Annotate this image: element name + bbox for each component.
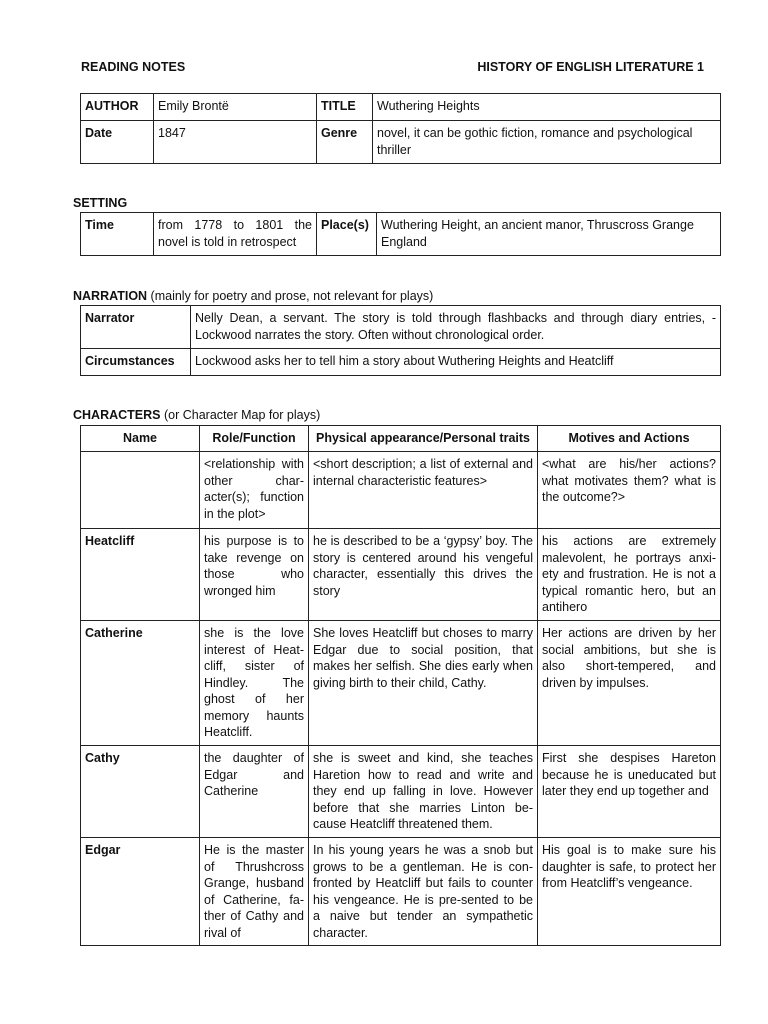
date-label: Date <box>81 121 154 164</box>
genre-label: Genre <box>317 121 373 164</box>
table-row <box>81 838 721 946</box>
character-role: the daughter of Edgar and Catherine <box>200 746 309 838</box>
place-label: Place(s) <box>317 213 377 256</box>
title-label: TITLE <box>317 94 373 121</box>
character-role: she is the love interest of Heat-cliff, sister of Hindley. The ghost of her memory haunts Heatcliff. <box>200 621 309 746</box>
narration-table <box>80 305 721 376</box>
col-header-role: Role/Function <box>200 426 309 452</box>
col-header-name: Name <box>81 426 200 452</box>
character-motives: his actions are extremely malevolent, he portrays anxi-ety and frustration. He is not a typical romantic hero, but an antihero <box>538 529 721 621</box>
character-traits: she is sweet and kind, she teaches Haretion how to read and write and they end up falling in love. However before that she marries Linton be-cause Heatcliff threatened them. <box>309 746 538 838</box>
character-role: <relationship with other char-acter(s); function in the plot> <box>200 452 309 529</box>
character-motives: His goal is to make sure his daughter is safe, to protect her from Heatcliff’s vengeance. <box>538 838 721 946</box>
character-name <box>81 452 200 529</box>
time-label: Time <box>81 213 154 256</box>
character-name: Edgar <box>81 838 200 946</box>
setting-table <box>80 212 721 256</box>
character-motives: First she despises Hareton because he is uneducated but later they end up together and <box>538 746 721 838</box>
col-header-traits: Physical appearance/Personal traits <box>309 426 538 452</box>
character-motives: Her actions are driven by her social ambitions, but she is also short-tempered, and driven by impulses. <box>538 621 721 746</box>
narrator-label: Narrator <box>81 306 191 349</box>
col-header-motives: Motives and Actions <box>538 426 721 452</box>
place-value: Wuthering Height, an ancient manor, Thruscross Grange England <box>377 213 721 256</box>
table-row <box>81 452 721 529</box>
time-value: from 1778 to 1801 the novel is told in retrospect <box>154 213 317 256</box>
author-label: AUTHOR <box>81 94 154 121</box>
circumstances-value: Lockwood asks her to tell him a story about Wuthering Heights and Heatcliff <box>191 349 721 376</box>
table-row <box>81 621 721 746</box>
narration-heading-line <box>73 289 433 303</box>
characters-heading-line <box>73 408 320 422</box>
narration-note: (mainly for poetry and prose, not relevant for plays) <box>147 289 434 303</box>
character-traits: She loves Heatcliff but choses to marry Edgar due to social position, that makes her selfish. She dies early when giving birth to their child, Cathy. <box>309 621 538 746</box>
character-motives: <what are his/her actions? what motivates them? what is the outcome?> <box>538 452 721 529</box>
header-left: READING NOTES <box>81 60 186 74</box>
character-name: Catherine <box>81 621 200 746</box>
narrator-value: Nelly Dean, a servant. The story is told through flashbacks and through diary entries, - Lockwood narrates the story. Often without chronological order. <box>191 306 721 349</box>
character-name: Cathy <box>81 746 200 838</box>
table-row <box>81 529 721 621</box>
character-role: his purpose is to take revenge on those who wronged him <box>200 529 309 621</box>
characters-heading: CHARACTERS <box>73 408 161 422</box>
character-traits: In his young years he was a snob but grows to be a gentleman. He is con-fronted by Heatcliff but fails to counter his vengeance. He is pre-sented to be a naive but tender an sympathetic character. <box>309 838 538 946</box>
characters-note: (or Character Map for plays) <box>160 408 321 422</box>
header-right: HISTORY OF ENGLISH LITERATURE 1 <box>477 60 704 74</box>
characters-table <box>80 425 721 946</box>
author-value: Emily Brontë <box>154 94 317 121</box>
character-role: He is the master of Thrushcross Grange, husband of Catherine, fa-ther of Cathy and rival of <box>200 838 309 946</box>
character-name: Heatcliff <box>81 529 200 621</box>
circumstances-label: Circumstances <box>81 349 191 376</box>
narration-heading: NARRATION <box>73 289 148 303</box>
setting-heading: SETTING <box>73 196 128 210</box>
character-traits: <short description; a list of external and internal characteristic features> <box>309 452 538 529</box>
title-value: Wuthering Heights <box>373 94 721 121</box>
genre-value: novel, it can be gothic fiction, romance and psychological thriller <box>373 121 721 164</box>
info-table <box>80 93 721 164</box>
table-row <box>81 746 721 838</box>
date-value: 1847 <box>154 121 317 164</box>
character-traits: he is described to be a ‘gypsy’ boy. The story is centered around his vengeful character, essentially this drives the story <box>309 529 538 621</box>
